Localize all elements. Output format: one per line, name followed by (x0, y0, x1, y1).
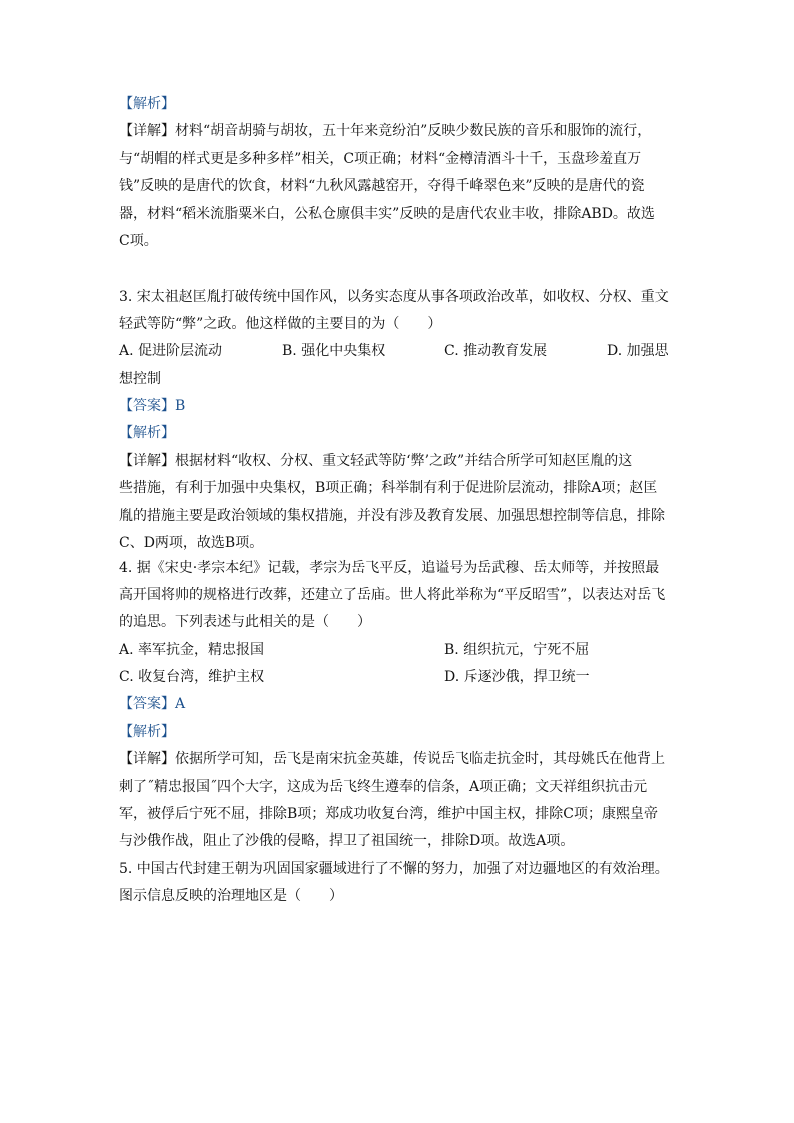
answer-line: 【答案】A (119, 696, 186, 712)
analysis-line: 与沙俄作战，阻止了沙俄的侵略，捍卫了祖国统一，排除D项。故选A项。 (119, 833, 575, 849)
analysis-header: 【解析】 (119, 425, 175, 441)
question-stem: 4. 据《宋史·孝宗本纪》记载，孝宗为岳飞平反，追谥号为岳武穆、岳太师等，并按照最 (119, 560, 660, 576)
option-b: B. 强化中央集权 (282, 343, 386, 359)
option-c: C. 收复台湾，维护主权 (119, 669, 265, 685)
question-stem: 轻武等防“弊”之政。他这样做的主要目的为（ ） (119, 316, 442, 332)
analysis-header: 【解析】 (119, 96, 175, 112)
analysis-line: 与“胡帽的样式更是多种多样”相关，C项正确；材料“金樽清酒斗十千，玉盘珍羞直万 (119, 151, 642, 167)
analysis-line: 钱”反映的是唐代的饮食，材料“九秋风露越窑开，夺得千峰翠色来”反映的是唐代的瓷 (119, 178, 645, 194)
analysis-line: C、D两项，故选B项。 (119, 535, 264, 551)
analysis-header: 【解析】 (119, 724, 175, 740)
analysis-line: 些措施，有利于加强中央集权，B项正确；科举制有利于促进阶层流动，排除A项；赵匡 (119, 480, 658, 496)
question-stem: 5. 中国古代封建王朝为巩固国家疆域进行了不懈的努力，加强了对边疆地区的有效治理。 (119, 861, 669, 877)
option-d: D. 加强思 (607, 343, 669, 359)
analysis-line: 【详解】根据材料“收权、分权、重文轻武等防‘弊’之政”并结合所学可知赵匡胤的这 (119, 453, 633, 469)
analysis-line: 军，被俘后宁死不屈，排除B项；郑成功收复台湾，维护中国主权，排除C项；康熙皇帝 (119, 806, 658, 822)
analysis-line: 刺了˝精忠报国˝四个大字，这成为岳飞终生遵奉的信条，A项正确；文天祥组织抗击元 (119, 779, 648, 795)
analysis-line: 【详解】材料“胡音胡骑与胡妆，五十年来竞纷泊”反映少数民族的音乐和服饰的流行， (119, 123, 652, 139)
option-b: B. 组织抗元，宁死不屈 (444, 642, 590, 658)
analysis-line: C项。 (119, 233, 158, 249)
question-stem: 的追思。下列表述与此相关的是（ ） (119, 614, 371, 630)
option-a: A. 率军抗金，精忠报国 (119, 642, 265, 658)
question-stem: 图示信息反映的治理地区是（ ） (119, 888, 343, 904)
question-stem: 高开国将帅的规格进行改葬，还建立了岳庙。世人将此举称为“平反昭雪”，以表达对岳飞 (119, 587, 666, 603)
analysis-line: 器，材料“稻米流脂粟米白，公私仓廪俱丰实”反映的是唐代农业丰收，排除ABD。故选 (119, 206, 655, 222)
option-d: D. 斥逐沙俄，捍卫统一 (444, 669, 590, 685)
option-a: A. 促进阶层流动 (119, 343, 223, 359)
analysis-line: 【详解】依据所学可知，岳飞是南宋抗金英雄，传说岳飞临走抗金时，其母姚氏在他背上 (119, 751, 665, 767)
option-d-continued: 想控制 (119, 371, 161, 387)
option-c: C. 推动教育发展 (444, 343, 548, 359)
question-stem: 3. 宋太祖赵匡胤打破传统中国作风，以务实态度从事各项政治改革，如收权、分权、重文 (119, 289, 669, 305)
analysis-line: 胤的措施主要是政治领域的集权措施，并没有涉及教育发展、加强思想控制等信息，排除 (119, 508, 665, 524)
answer-line: 【答案】B (119, 398, 186, 414)
